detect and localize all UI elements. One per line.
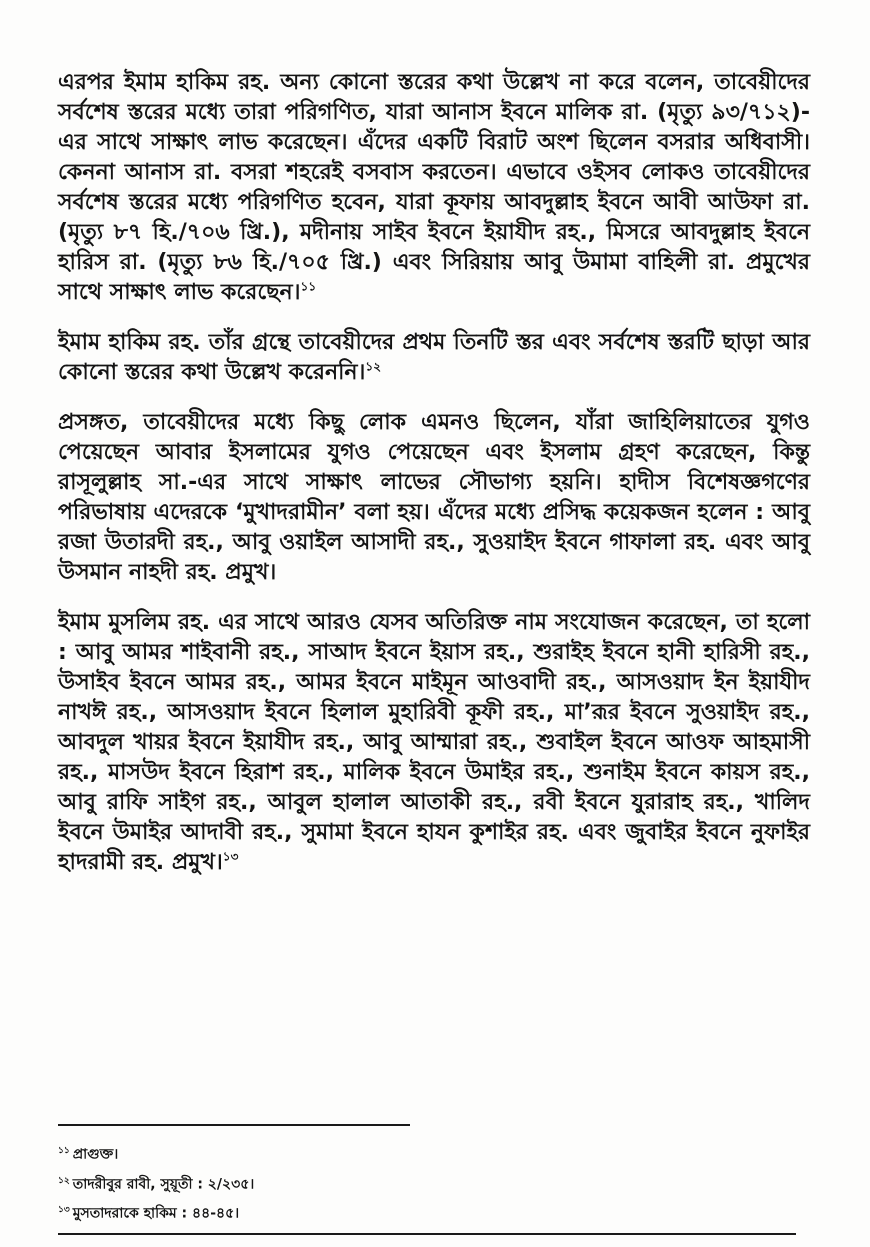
paragraph-3-text: প্রসঙ্গত, তাবেয়ীদের মধ্যে কিছু লোক এমনও ছিলেন, যাঁরা জাহিলিয়াতের যুগও পেয়েছেন আবার ইসলামের যুগও পেয়েছেন এবং ইসলাম গ্রহণ করেছেন, কিন্তু রাসূলুল্লাহ সা.-এর সাথে সাক্ষাৎ লাভের সৌভাগ্য হয়নি। হাদীস বিশেষজ্ঞগণের পরিভাষায় এদেরকে ‘মুখাদরামীন’ বলা হয়। এঁদের মধ্যে প্রসিদ্ধ কয়েকজন হলেন : আবু রজা উতারদী রহ., আবু ওয়াইল আসাদী রহ., সুওয়াইদ ইবনে গাফালা রহ. এবং আবু উসমান নাহদী রহ. প্রমুখ। <box>58 410 810 585</box>
paragraph-3 <box>58 408 810 588</box>
footnote-number: ১৩ <box>58 1205 70 1216</box>
footnote-11 <box>58 1138 810 1168</box>
footnote-text: তাদরীবুর রাবী, সুয়ূতী : ২/২৩৫। <box>72 1176 255 1193</box>
footnote-text: মুসতাদরাকে হাকিম : ৪৪-৪৫। <box>72 1205 240 1222</box>
footnote-number: ১১ <box>58 1146 70 1156</box>
paragraph-2 <box>58 328 810 388</box>
footnote-divider <box>58 1124 410 1126</box>
paragraph-2-text: ইমাম হাকিম রহ. তাঁর গ্রন্থে তাবেয়ীদের প্রথম তিনটি স্তর এবং সর্বশেষ স্তরটি ছাড়া আর কোনো স্তরের কথা উল্লেখ করেননি। <box>58 330 810 385</box>
paragraph-4 <box>58 608 810 878</box>
page-bottom-rule <box>58 1233 796 1235</box>
footnote-number: ১২ <box>58 1175 70 1186</box>
paragraph-1 <box>58 68 810 308</box>
footnote-13 <box>58 1197 810 1227</box>
footnote-ref-12[interactable]: ১২ <box>365 359 381 374</box>
paragraph-4-text: ইমাম মুসলিম রহ. এর সাথে আরও যেসব অতিরিক্ত নাম সংযোজন করেছেন, তা হলো : আবু আমর শাইবানী রহ., সাআদ ইবনে ইয়াস রহ., শুরাইহ ইবনে হানী হারিসী রহ., উসাইব ইবনে আমর রহ., আমর ইবনে মাইমূন আওবাদী রহ., আসওয়াদ ইন ইয়াযীদ নাখঈ রহ., আসওয়াদ ইবনে হিলাল মুহারিবী কূফী রহ., মা’রূর ইবনে সুওয়াইদ রহ., আবদুল খায়র ইবনে ইয়াযীদ রহ., আবু আম্মারা রহ., শুবাইল ইবনে আওফ আহমাসী রহ., মাসউদ ইবনে হিরাশ রহ., মালিক ইবনে উমাইর রহ., শুনাইম ইবনে কায়স রহ., আবু রাফি সাইগ রহ., আবুল হালাল আতাকী রহ., রবী ইবনে যুরারাহ রহ., খালিদ ইবনে উমাইর আদাবী রহ., সুমামা ইবনে হাযন কুশাইর রহ. এবং জুবাইর ইবনে নুফাইর হাদরামী রহ. প্রমুখ। <box>58 610 810 875</box>
footnote-12 <box>58 1168 810 1198</box>
paragraph-1-text: এরপর ইমাম হাকিম রহ. অন্য কোনো স্তরের কথা উল্লেখ না করে বলেন, তাবেয়ীদের সর্বশেষ স্তরের মধ্যে তারা পরিগণিত, যারা আনাস ইবনে মালিক রা. (মৃত্যু ৯৩/৭১২)-এর সাথে সাক্ষাৎ লাভ করেছেন। এঁদের একটি বিরাট অংশ ছিলেন বসরার অধিবাসী। কেননা আনাস রা. বসরা শহরেই বসবাস করতেন। এভাবে ওইসব লোকও তাবেয়ীদের সর্বশেষ স্তরের মধ্যে পরিগণিত হবেন, যারা কূফায় আবদুল্লাহ ইবনে আবী আউফা রা. (মৃত্যু ৮৭ হি./৭০৬ খ্রি.), মদীনায় সাইব ইবনে ইয়াযীদ রহ., মিসরে আবদুল্লাহ ইবনে হারিস রা. (মৃত্যু ৮৬ হি./৭০৫ খ্রি.) এবং সিরিয়ায় আবু উমামা বাহিলী রা. প্রমুখের সাথে সাক্ষাৎ লাভ করেছেন। <box>58 70 810 305</box>
footnote-ref-13[interactable]: ১৩ <box>222 849 239 864</box>
footnote-text: প্রাগুক্ত। <box>72 1146 119 1163</box>
footnote-ref-11[interactable]: ১১ <box>300 279 317 294</box>
body-text <box>58 68 810 898</box>
footnotes-section <box>58 1124 810 1227</box>
